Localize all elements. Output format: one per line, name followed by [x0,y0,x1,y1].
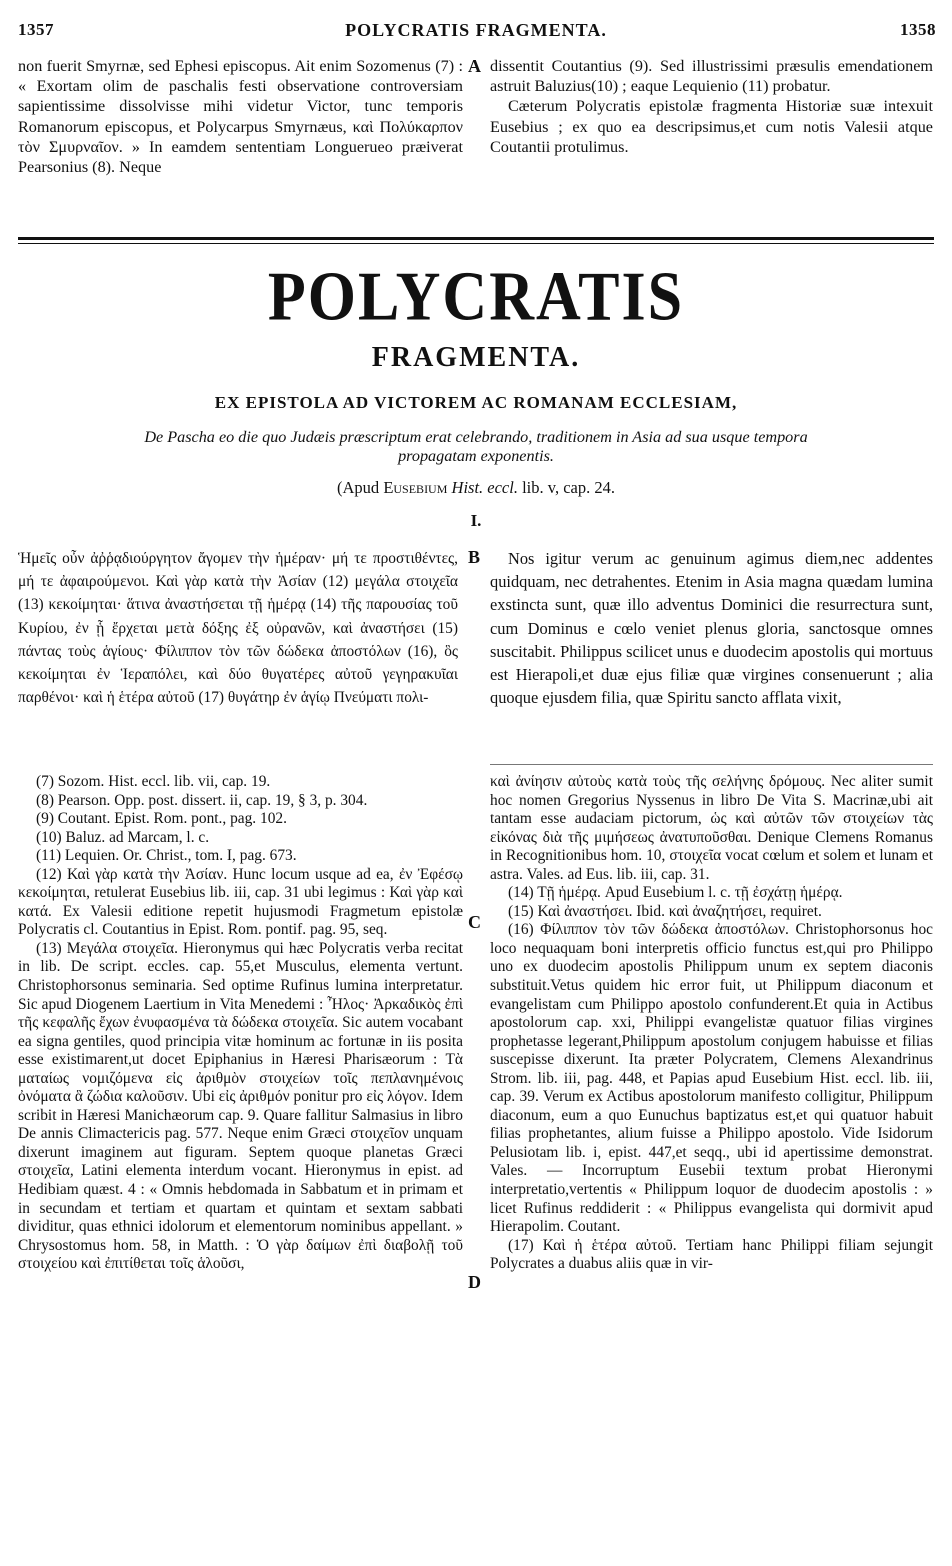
footnote: (14) Τῇ ἡμέρᾳ. Apud Eusebium l. c. τῇ ἐσχάτῃ ἡμέρᾳ. [508,884,843,902]
section-number: I. [470,511,482,530]
source-prefix: (Apud [337,478,384,497]
greek-text: Ἡμεῖς οὖν ἀῤῥᾳδιούργητον ἄγομεν τὴν ἡμέραν· μή τε προστιθέντες, μή τε ἀφαιρούμενοι. Καὶ γὰρ κατὰ τὴν Ἀσίαν (12) μεγάλα στοιχεῖα (13) κεκοίμηται· ἅτινα ἀναστήσεται τῇ ἡμέρᾳ (14) τῆς παρουσίας τοῦ Κυρίου, ἐν ᾗ ἔρχεται μετὰ δόξης ἐξ οὐρανῶν, καὶ ἀναστήσει (15) πάντας τοὺς ἁγίους· Φίλιππον τὸν τῶν δώδεκα ἀποστόλων (16), ὃς κεκοίμηται ἐν Ἱεραπόλει, καὶ δύο θυγατέρες αὐτοῦ γεγηρακυῖαι παρθένοι· καὶ ἡ ἑτέρα αὐτοῦ (17) θυγάτηρ ἐν ἁγίῳ Πνεύματι πολι- [18,550,458,707]
margin-marker-b: B [468,547,481,567]
intro-left-paragraph: non fuerit Smyrnæ, sed Ephesi episcopus. Ait enim Sozomenus (7) : « Exortam olim de paschalis festi observatione controversiam sapientissime dissolvisse mihi videtur Victor, tunc temporis Romanorum episcopus, et Polycarpus Smyrnæus, καὶ Πολύκαρπον τὸν Σμυρναῖον. » In eamdem sententiam Longuerueo præiverat Pearsonius (8). Neque [18,57,463,177]
footnote: (17) Καὶ ἡ ἑτέρα αὐτοῦ. Tertiam hanc Philippi filiam sejungit Polycrates a duabus aliis quæ in vir- [490,1236,933,1273]
epistle-heading: EX EPISTOLA AD VICTOREM AC ROMANAM ECCLESIAM, [214,393,738,412]
latin-text-column [490,547,933,709]
footnote: (11) Lequien. Or. Christ., tom. I, pag. 673. [36,847,297,865]
intro-left-column [18,56,463,177]
footnote: (10) Baluz. ad Marcam, l. c. [36,828,210,846]
footnote: (8) Pearson. Opp. post. dissert. ii, cap. 19, § 3, p. 304. [36,791,368,809]
greek-text-column [18,547,458,709]
footnote: (9) Coutant. Epist. Rom. pont., pag. 102. [36,810,287,828]
notes-separator [490,764,933,765]
footnotes-left-column [18,773,463,1274]
source-reference [0,478,952,498]
margin-marker-d: D [468,1272,481,1292]
footnote: (16) Φίλιππον τὸν τῶν δώδεκα ἀποστόλων. Christophorsonus hoc loco nequaquam boni interpretis officio functus est,qui pro Philippo uno ex duodecim apostolis Philippum unum ex septem diaconis substituit.Vetus quidem hic error fuit, ut Philippum diaconum et evangelistam cum Philippo apostolo confunderent.Et quia in Actibus apostolorum cap. xxi, Philippi evangelistæ quatuor filias virgines prophetasse legerant,Philippum apostolum conjugem habuisse et filias suscepisse dixerunt. Ita præter Polycratem, Clemens Alexandrinus Strom. lib. iii, pag. 448, et Papias apud Eusebium Hist. eccl. lib. iii, cap. 39. Verum ex Actibus apostolorum manifesto colligitur, Philippum diaconum, eum a quo Eunuchus baptizatus est,et qui quatuor habuit filias prophetantes, alium fuisse a Philippo apostolo. Vide Isidorum Pelusiotam lib. i, epist. 447,et seqq., ubi id apertissime demonstrat. Vales. — Incorruptum Eusebii textum probat Hieronymi interpretatio,vertentis « Philippum loquor de duodecim apostolis : » licet Rufinus reddiderit : « Philippus evangelista qui dormivit apud Hierapolim. Coutant. [490,921,933,1236]
footnote: (7) Sozom. Hist. eccl. lib. vii, cap. 19. [36,773,271,790]
source-suffix: lib. v, cap. 24. [517,478,615,497]
title-rule-thin [18,243,934,244]
sub-title: FRAGMENTA. [371,342,581,373]
page-number-right: 1358 [900,20,936,39]
description: De Pascha eo die quo Judæis præscriptum erat celebrando, traditionem in Asia ad sua usque tempora propagatam exponentis. [144,428,808,465]
margin-marker-a: A [468,56,481,76]
source-author: Eusebium [383,478,448,497]
title-rule-thick [18,237,934,240]
main-title: POLYCRATIS [267,259,685,336]
source-work: Hist. eccl. [451,478,518,497]
latin-text: Nos igitur verum ac genuinum agimus diem,nec addentes quidquam, nec detrahentes. Etenim in Asia magna quædam lumina exstincta sunt, quæ illo adventus Dominici die resurrectura sunt, cum Dominus e cœlo veniet plenus gloria, sanctosque omnes suscitabit. Philippus scilicet unus e duodecim apostolis qui mortuus est Hierapoli,et duæ ejus filiæ quæ virgines consenuerunt ; alia quoque ejusdem filia, quæ Spiritu sancto afflata vixit, [490,549,933,708]
footnotes-right-column [490,773,933,1274]
footnote: (13) Μεγάλα στοιχεῖα. Hieronymus qui hæc Polycratis verba recitat in lib. De script. eccles. cap. 55,et Musculus, elementa vertunt. Christophorsonus seminaria. Sed optime Rufinus lumina interpretatur. Sic apud Diogenem Laertium in Vita Menedemi : Ἦλος· Ἀρκαδικὸς ἐπὶ τῆς κεφαλῆς ἔχων ἐνυφασμένα τὰ δώδεκα στοιχεῖα. Sic autem vocabant ea signa gentiles, quod principia vitæ hominum ac fortunæ in iis posita esse existimarent,ut docet Epiphanius in Hæresi Pharisæorum : Τὰ ματαίως νομιζόμενα εἰς ἀριθμὸν στοιχείων τοῖς πεπλανημένοις ὀνόματα ἃ ζώδια καλοῦσιν. Ubi εἰς ἀριθμόν ponitur pro εἰς λόγον. Idem scribit in Hæresi Manichæorum cap. 9. Quare fallitur Salmasius in libro De annis Climactericis pag. 577. Neque enim Græci στοιχεῖον unquam dixerunt imaginem aut figuram. Septem quoque planetas Græci στοιχεῖα, Latini elementa interdum vocant. Hieronymus in epist. ad Hedibiam quæst. 4 : « Omnis hebdomada in Sabbatum et in primam et in secundam et tertiam et quartam et quintam et sextam sabbati dividitur, quas ethnici idolorum et elementorum nominibus appellant. » Chrysostomus hom. 58, in Matth. : Ὁ γὰρ δαίμων ἐπὶ διαβολῇ τοῦ στοιχείου καὶ ἐπιτίθεται τοῖς ἁλοῦσι, [18,939,463,1273]
footnote: (15) Καὶ ἀναστήσει. Ibid. καὶ ἀναζητήσει, requiret. [508,902,822,920]
footnote: καὶ ἀνίησιν αὐτοὺς κατὰ τοὺς τῆς σελήνης δρόμους. Nec aliter sumit hoc nomen Gregorius Nyssenus in libro De Vita S. Macrinæ,ubi ait tantam esse audaciam pictorum, ὡς καὶ αὐτῶν τῶν στοιχείων τὰς εἰκόνας διὰ τῆς μιμήσεως ἀνατυποῦσθαι. Denique Clemens Romanus in Recognitionibus hom. 10, στοιχεῖα vocat cœlum et solem et lunam et astra. Vales. ad Eus. lib. iii, cap. 31. [490,773,933,883]
running-title: POLYCRATIS FRAGMENTA. [345,20,607,40]
intro-right-paragraph-1: dissentit Coutantius (9). Sed illustrissimi præsulis emendationem astruit Baluzius(10) ; eaque Lequienio (11) probatur. [490,57,933,96]
page-number-left: 1357 [18,20,54,39]
footnote: (12) Καὶ γὰρ κατὰ τὴν Ἀσίαν. Hunc locum usque ad ea, ἐν Ἐφέσῳ κεκοίμηται, retulerat Eusebius lib. iii, cap. 31 ubi legimus : Καὶ γὰρ καὶ κατά. Ex Valesii editione repetit hujusmodi Fragmetum epistolæ Polycratis cl. Coutantius in Epist. Rom. pontif. pag. 95, seq. [18,865,463,939]
intro-right-paragraph-2: Cæterum Polycratis epistolæ fragmenta Historiæ suæ intexuit Eusebius ; ex quo ea descripsimus,et cum notis Valesii atque Coutantii protulimus. [490,97,933,156]
intro-right-column [490,56,933,157]
margin-marker-c: C [468,912,481,932]
